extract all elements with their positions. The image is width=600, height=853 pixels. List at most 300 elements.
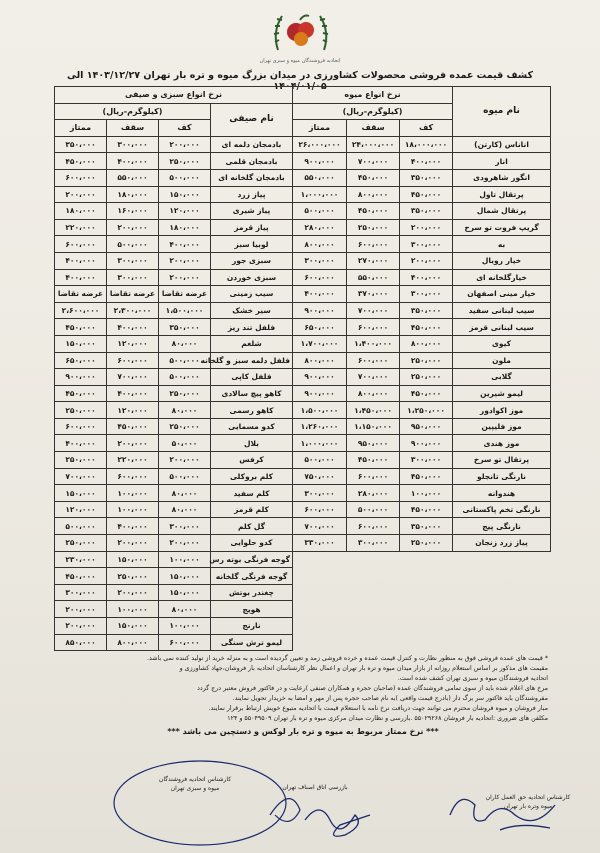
fruit-name-cell: ملون xyxy=(453,352,551,369)
fruit-name-cell: هندوانه xyxy=(453,485,551,502)
fruit-row xyxy=(293,468,551,485)
veg-ceiling-price-cell: ۲۰۰،۰۰۰ xyxy=(107,435,159,452)
veg-premium-price-cell: ۲۲۰،۰۰۰ xyxy=(55,219,107,236)
fruit-row xyxy=(293,369,551,386)
veg-ceiling-price-cell: ۱۸۰،۰۰۰ xyxy=(107,186,159,203)
fruit-premium-price-cell: ۳۰۰،۰۰۰ xyxy=(293,252,347,269)
fruit-floor-price-cell: ۳۵۰،۰۰۰ xyxy=(400,302,453,319)
veg-name-cell: گوجه فرنگی گلخانه xyxy=(211,568,293,585)
veg-premium-price-cell: ۸۵۰،۰۰۰ xyxy=(55,634,107,651)
fruit-ceiling-price-cell: ۶۰۰،۰۰۰ xyxy=(347,236,400,253)
veg-name-cell: گل کلم xyxy=(211,518,293,535)
fruit-col-floor: کف xyxy=(400,120,453,137)
fruit-premium-price-cell: ۹۰۰،۰۰۰ xyxy=(293,153,347,170)
veg-premium-price-cell: ۲۰۰،۰۰۰ xyxy=(55,601,107,618)
veg-row xyxy=(55,252,293,269)
note-line: مبار فروشان و میوه فروشان محترم می توانند جهت دریافت نرخ نامه با استعلام قیمت با اتحادیه متبوع خویش ارتباط برقرار نمایند. xyxy=(208,705,548,712)
veg-row xyxy=(55,584,293,601)
fruit-floor-price-cell: ۳۰۰،۰۰۰ xyxy=(400,236,453,253)
veg-premium-price-cell: عرضه تقاضا xyxy=(55,286,107,303)
veg-floor-price-cell: ۱۰۰،۰۰۰ xyxy=(159,551,211,568)
veg-ceiling-price-cell: ۱۲۰،۰۰۰ xyxy=(107,402,159,419)
veg-ceiling-price-cell: ۳۰۰،۰۰۰ xyxy=(107,269,159,286)
fruit-row xyxy=(293,418,551,435)
note-line: * قیمت های عمده فروشی فوق به منظور نظارت و کنترل قیمت عمده و خرده فروشی زمد و تعیین گردیده است و به منزله خرید از تولید کننده نمی باشد. xyxy=(147,655,548,662)
veg-ceiling-price-cell: ۳۰۰،۰۰۰ xyxy=(107,136,159,153)
fruit-premium-price-cell: ۴۰۰،۰۰۰ xyxy=(293,286,347,303)
fruit-name-cell: پرتقال تاول xyxy=(453,186,551,203)
veg-name-cell: سیر خشک xyxy=(211,302,293,319)
fruit-name-cell: انار xyxy=(453,153,551,170)
fruit-ceiling-price-cell: ۶۰۰،۰۰۰ xyxy=(347,352,400,369)
fruit-name-cell: نارنگی پیج xyxy=(453,518,551,535)
fruit-premium-price-cell: ۳۳۰،۰۰۰ xyxy=(293,535,347,552)
veg-row xyxy=(55,535,293,552)
notes-section xyxy=(58,654,548,737)
fruit-col-premium: ممتاز xyxy=(293,120,347,137)
fruit-name-cell: لیمو شیرین xyxy=(453,385,551,402)
veg-premium-price-cell: ۱۵۰،۰۰۰ xyxy=(55,485,107,502)
veg-premium-price-cell: ۲۳۰،۰۰۰ xyxy=(55,551,107,568)
veg-floor-price-cell: ۲۰۰،۰۰۰ xyxy=(159,452,211,469)
veg-row xyxy=(55,468,293,485)
fruit-premium-price-cell: ۶۰۰،۰۰۰ xyxy=(293,501,347,518)
fruit-name-cell: خیار رویال xyxy=(453,252,551,269)
veg-ceiling-price-cell: ۲۰۰،۰۰۰ xyxy=(107,535,159,552)
veg-floor-price-cell: ۳۵۰،۰۰۰ xyxy=(159,319,211,336)
fruit-premium-price-cell: ۳۰۰،۰۰۰ xyxy=(293,485,347,502)
fruit-name-header: نام میوه xyxy=(453,87,551,137)
veg-floor-price-cell: ۲۰۰،۰۰۰ xyxy=(159,535,211,552)
veg-premium-price-cell: ۲،۶۰۰،۰۰۰ xyxy=(55,302,107,319)
fruit-ceiling-price-cell: ۵۵۰،۰۰۰ xyxy=(347,269,400,286)
fruit-floor-price-cell: ۴۵۰،۰۰۰ xyxy=(400,319,453,336)
veg-floor-price-cell: ۳۰۰،۰۰۰ xyxy=(159,518,211,535)
fruit-floor-price-cell: ۱۰۰،۰۰۰ xyxy=(400,485,453,502)
note-line: اتحادیه فروشندگان میوه و سبزی تهران کشف شده است. xyxy=(397,675,548,682)
veg-row xyxy=(55,501,293,518)
document-title: کشف قیمت عمده فروشی محصولات کشاورزی در میدان بزرگ میوه و تره بار تهران ۱۴۰۳/۱۲/۲۷ الی ۱۴۰۴/۰۱/۰۵ xyxy=(67,70,533,92)
fruit-premium-price-cell: ۵۰۰،۰۰۰ xyxy=(293,452,347,469)
fruit-row xyxy=(293,302,551,319)
veg-name-cell: پیاز زرد xyxy=(211,186,293,203)
veg-name-cell: کاهو پیچ سالادی xyxy=(211,385,293,402)
veg-name-cell: فلفل دلمه سبز و گلخانه xyxy=(211,352,293,369)
veg-row xyxy=(55,302,293,319)
veg-floor-price-cell: ۸۰،۰۰۰ xyxy=(159,601,211,618)
veg-ceiling-price-cell: ۳۰۰،۰۰۰ xyxy=(107,252,159,269)
veg-name-cell: فلفل کاپی xyxy=(211,369,293,386)
veg-ceiling-price-cell: ۷۰۰،۰۰۰ xyxy=(107,369,159,386)
veg-ceiling-price-cell: ۴۵۰،۰۰۰ xyxy=(107,418,159,435)
veg-floor-price-cell: ۲۰۰،۰۰۰ xyxy=(159,136,211,153)
veg-unit: (کیلوگرم-ریال) xyxy=(55,103,211,120)
fruit-floor-price-cell: ۳۵۰،۰۰۰ xyxy=(400,203,453,220)
veg-name-cell: لیمو ترش سنگی xyxy=(211,634,293,651)
fruit-name-cell: اناناس (کارتن) xyxy=(453,136,551,153)
fruit-floor-price-cell: ۴۵۰،۰۰۰ xyxy=(400,186,453,203)
fruit-name-cell: سیب لبنانی قرمز xyxy=(453,319,551,336)
fruit-ceiling-price-cell: ۷۰۰،۰۰۰ xyxy=(347,153,400,170)
fruit-floor-price-cell: ۲۵۰،۰۰۰ xyxy=(400,369,453,386)
veg-ceiling-price-cell: ۸۰۰،۰۰۰ xyxy=(107,634,159,651)
veg-row xyxy=(55,219,293,236)
veg-row xyxy=(55,186,293,203)
veg-row xyxy=(55,169,293,186)
fruit-price-table xyxy=(292,86,551,552)
fruit-floor-price-cell: ۲۰۰،۰۰۰ xyxy=(400,219,453,236)
veg-premium-price-cell: ۶۰۰،۰۰۰ xyxy=(55,418,107,435)
fruit-name-cell: پیاز زرد زنجان xyxy=(453,535,551,552)
veg-row xyxy=(55,385,293,402)
fruit-name-cell: به xyxy=(453,236,551,253)
fruit-row xyxy=(293,319,551,336)
veg-floor-price-cell: ۲۰۰،۰۰۰ xyxy=(159,252,211,269)
veg-ceiling-price-cell: ۶۰۰،۰۰۰ xyxy=(107,468,159,485)
fruit-premium-price-cell: ۵۵۰،۰۰۰ xyxy=(293,169,347,186)
veg-premium-price-cell: ۲۵۰،۰۰۰ xyxy=(55,452,107,469)
veg-premium-price-cell: ۱۸۰،۰۰۰ xyxy=(55,203,107,220)
fruit-premium-price-cell: ۶۰۰،۰۰۰ xyxy=(293,269,347,286)
fruit-floor-price-cell: ۹۵۰،۰۰۰ xyxy=(400,418,453,435)
veg-floor-price-cell: ۱۲۰،۰۰۰ xyxy=(159,203,211,220)
veg-ceiling-price-cell: ۴۰۰،۰۰۰ xyxy=(107,153,159,170)
fruit-name-cell: موز هندی xyxy=(453,435,551,452)
veg-name-cell: کلم بروکلی xyxy=(211,468,293,485)
veg-row xyxy=(55,236,293,253)
fruit-premium-price-cell: ۲۸۰،۰۰۰ xyxy=(293,219,347,236)
signature-right: کارشناس اتحادیه حق العمل کاران میوه وتره بار تهران xyxy=(485,794,571,810)
veg-ceiling-price-cell: ۴۰۰،۰۰۰ xyxy=(107,518,159,535)
fruit-floor-price-cell: ۱۸،۰۰۰،۰۰۰ xyxy=(400,136,453,153)
veg-ceiling-price-cell: ۲،۳۰۰،۰۰۰ xyxy=(107,302,159,319)
handwritten-signature-right-icon xyxy=(440,775,590,840)
fruit-row xyxy=(293,219,551,236)
veg-row xyxy=(55,369,293,386)
veg-ceiling-price-cell: عرضه تقاضا xyxy=(107,286,159,303)
fruit-row xyxy=(293,352,551,369)
veg-floor-price-cell: ۴۰۰،۰۰۰ xyxy=(159,236,211,253)
fruit-name-cell: موز فلیپین xyxy=(453,418,551,435)
veg-premium-price-cell: ۴۰۰،۰۰۰ xyxy=(55,269,107,286)
veg-name-cell: لوبیا سبز xyxy=(211,236,293,253)
veg-row xyxy=(55,452,293,469)
fruit-premium-price-cell: ۱،۰۰۰،۰۰۰ xyxy=(293,186,347,203)
fruit-floor-price-cell: ۳۰۰،۰۰۰ xyxy=(400,452,453,469)
veg-col-ceiling: سقف xyxy=(107,120,159,137)
fruit-ceiling-price-cell: ۶۰۰،۰۰۰ xyxy=(347,518,400,535)
fruit-floor-price-cell: ۴۰۰،۰۰۰ xyxy=(400,269,453,286)
veg-row xyxy=(55,402,293,419)
union-logo-icon xyxy=(270,6,332,56)
veg-ceiling-price-cell: ۱۰۰،۰۰۰ xyxy=(107,485,159,502)
veg-row xyxy=(55,153,293,170)
fruit-row xyxy=(293,402,551,419)
veg-section-title: نرخ انواع سبزی و صیفی xyxy=(55,87,293,104)
veg-row xyxy=(55,551,293,568)
fruit-name-cell: پرتقال تو سرخ xyxy=(453,452,551,469)
veg-ceiling-price-cell: ۱۰۰،۰۰۰ xyxy=(107,501,159,518)
fruit-row xyxy=(293,435,551,452)
veg-premium-price-cell: ۶۵۰،۰۰۰ xyxy=(55,352,107,369)
fruit-ceiling-price-cell: ۴۵۰،۰۰۰ xyxy=(347,169,400,186)
veg-row xyxy=(55,335,293,352)
veg-name-cell: بادمجان قلمی xyxy=(211,153,293,170)
fruit-row xyxy=(293,186,551,203)
veg-name-cell: فلفل تند ریز xyxy=(211,319,293,336)
veg-premium-price-cell: ۱۲۰،۰۰۰ xyxy=(55,501,107,518)
fruit-name-cell: خیار مینی اصفهان xyxy=(453,286,551,303)
veg-name-cell: شلغم xyxy=(211,335,293,352)
veg-ceiling-price-cell: ۲۵۰،۰۰۰ xyxy=(107,568,159,585)
fruit-ceiling-price-cell: ۷۰۰،۰۰۰ xyxy=(347,369,400,386)
fruit-ceiling-price-cell: ۲۵۰،۰۰۰ xyxy=(347,219,400,236)
veg-floor-price-cell: ۲۵۰،۰۰۰ xyxy=(159,385,211,402)
fruit-row xyxy=(293,203,551,220)
fruit-name-cell: نارنگی تانجلو xyxy=(453,468,551,485)
fruit-ceiling-price-cell: ۷۰۰،۰۰۰ xyxy=(347,302,400,319)
note-line: مکلفن های ضروری :اتحادیه بار فروشان ۵۵۰۲۹۲۶۸ .بازرسی و نظارت میدان مرکزی میوه و تره بار تهران ۵۵۰۴۹۵۰۹ و ۱۲۴ xyxy=(227,715,548,722)
veg-row xyxy=(55,435,293,452)
fruit-ceiling-price-cell: ۲۴،۰۰۰،۰۰۰ xyxy=(347,136,400,153)
veg-row xyxy=(55,352,293,369)
fruit-premium-price-cell: ۹۰۰،۰۰۰ xyxy=(293,385,347,402)
veg-premium-price-cell: ۷۰۰،۰۰۰ xyxy=(55,468,107,485)
signature-middle: بازرسی اتاق اصناف تهران xyxy=(282,784,348,791)
veg-ceiling-price-cell: ۱۲۰،۰۰۰ xyxy=(107,335,159,352)
fruit-name-cell: سیب لبنانی سفید xyxy=(453,302,551,319)
veg-name-cell: کرفس xyxy=(211,452,293,469)
veg-floor-price-cell: ۵۰۰،۰۰۰ xyxy=(159,352,211,369)
fruit-ceiling-price-cell: ۵۰۰،۰۰۰ xyxy=(347,501,400,518)
veg-row xyxy=(55,485,293,502)
veg-name-cell: کدو حلوایی xyxy=(211,535,293,552)
veg-premium-price-cell: ۲۵۰،۰۰۰ xyxy=(55,535,107,552)
veg-name-cell: نارنج xyxy=(211,618,293,635)
fruit-row xyxy=(293,236,551,253)
fruit-floor-price-cell: ۳۰۰،۰۰۰ xyxy=(400,286,453,303)
fruit-premium-price-cell: ۱،۲۶۰،۰۰۰ xyxy=(293,418,347,435)
fruit-ceiling-price-cell: ۴۵۰،۰۰۰ xyxy=(347,452,400,469)
fruit-row xyxy=(293,153,551,170)
veg-row xyxy=(55,634,293,651)
fruit-floor-price-cell: ۱،۲۵۰،۰۰۰ xyxy=(400,402,453,419)
veg-premium-price-cell: ۲۰۰،۰۰۰ xyxy=(55,186,107,203)
veg-floor-price-cell: ۲۵۰،۰۰۰ xyxy=(159,418,211,435)
veg-floor-price-cell: ۱،۵۰۰،۰۰۰ xyxy=(159,302,211,319)
veg-premium-price-cell: ۳۵۰،۰۰۰ xyxy=(55,136,107,153)
veg-floor-price-cell: ۵۰۰،۰۰۰ xyxy=(159,369,211,386)
fruit-row xyxy=(293,385,551,402)
fruit-name-cell: انگور شاهرودی xyxy=(453,169,551,186)
signature-left: کارشناس اتحادیه فروشندگان میوه و سبزی تهران xyxy=(158,776,232,792)
veg-name-cell: سبزی جور xyxy=(211,252,293,269)
fruit-row xyxy=(293,252,551,269)
fruit-name-cell: پرتقال شمال xyxy=(453,203,551,220)
veg-name-cell: بلال xyxy=(211,435,293,452)
veg-ceiling-price-cell: ۴۰۰،۰۰۰ xyxy=(107,385,159,402)
veg-premium-price-cell: ۴۵۰،۰۰۰ xyxy=(55,568,107,585)
veg-floor-price-cell: ۸۰،۰۰۰ xyxy=(159,485,211,502)
note-line: مرخ های اعلام شده باید از سوی تمامی فروشندگان عمده (صاحبان حجره و همکاران صنفی )رعایت و در فاکتور فروش معتبر درج گردد xyxy=(197,685,548,692)
veg-row xyxy=(55,568,293,585)
veg-name-cell: هویج xyxy=(211,601,293,618)
note-line: مقیمت های مذکور بر اساس استعلام روزانه از بازار میدان میوه و تره بار تهران و اعمال نظر کارشناسان اتحادیه بار فروشان،جهاد کشاورزی و xyxy=(179,665,548,672)
veg-ceiling-price-cell: ۵۰۰،۰۰۰ xyxy=(107,236,159,253)
fruit-floor-price-cell: ۲۵۰،۰۰۰ xyxy=(400,535,453,552)
veg-ceiling-price-cell: ۱۰۰،۰۰۰ xyxy=(107,601,159,618)
veg-premium-price-cell: ۲۰۰،۰۰۰ xyxy=(55,618,107,635)
fruit-ceiling-price-cell: ۸۰۰،۰۰۰ xyxy=(347,186,400,203)
fruit-row xyxy=(293,286,551,303)
fruit-floor-price-cell: ۳۵۰،۰۰۰ xyxy=(400,518,453,535)
fruit-premium-price-cell: ۶۵۰،۰۰۰ xyxy=(293,319,347,336)
veg-name-cell: بادمجان دلمه ای xyxy=(211,136,293,153)
fruit-row xyxy=(293,501,551,518)
fruit-ceiling-price-cell: ۶۰۰،۰۰۰ xyxy=(347,319,400,336)
veg-premium-price-cell: ۶۰۰،۰۰۰ xyxy=(55,169,107,186)
fruit-premium-price-cell: ۱،۷۰۰،۰۰۰ xyxy=(293,335,347,352)
fruit-row xyxy=(293,485,551,502)
fruit-floor-price-cell: ۴۰۰،۰۰۰ xyxy=(400,153,453,170)
fruit-row xyxy=(293,169,551,186)
veg-name-header: نام صیفی xyxy=(211,103,293,136)
veg-ceiling-price-cell: ۲۰۰،۰۰۰ xyxy=(107,219,159,236)
fruit-ceiling-price-cell: ۳۰۰،۰۰۰ xyxy=(347,535,400,552)
logo-caption: اتحادیه فروشندگان میوه و سبزی تهران xyxy=(259,58,341,64)
premium-notice: *** نرخ ممتاز مربوط به میوه و تره بار لوکس و دستچین می باشد *** xyxy=(167,727,439,736)
veg-row xyxy=(55,136,293,153)
fruit-floor-price-cell: ۴۵۰،۰۰۰ xyxy=(400,385,453,402)
veg-ceiling-price-cell: ۱۵۰،۰۰۰ xyxy=(107,618,159,635)
fruit-name-cell: موز اکوادور xyxy=(453,402,551,419)
veg-floor-price-cell: ۱۸۰،۰۰۰ xyxy=(159,219,211,236)
fruit-col-ceiling: سقف xyxy=(347,120,400,137)
fruit-floor-price-cell: ۲۰۰،۰۰۰ xyxy=(400,252,453,269)
fruit-premium-price-cell: ۹۰۰،۰۰۰ xyxy=(293,302,347,319)
veg-name-cell: چغندر بوتش xyxy=(211,584,293,601)
veg-floor-price-cell: ۸۰،۰۰۰ xyxy=(159,335,211,352)
fruit-row xyxy=(293,452,551,469)
fruit-premium-price-cell: ۱،۵۰۰،۰۰۰ xyxy=(293,402,347,419)
veg-col-premium: ممتاز xyxy=(55,120,107,137)
veg-premium-price-cell: ۹۰۰،۰۰۰ xyxy=(55,369,107,386)
stamp-signature-left-icon xyxy=(110,755,310,850)
veg-ceiling-price-cell: ۴۰۰،۰۰۰ xyxy=(107,319,159,336)
veg-name-cell: گوجه فرنگی بوته رس xyxy=(211,551,293,568)
veg-floor-price-cell: ۵۰۰،۰۰۰ xyxy=(159,468,211,485)
fruit-floor-price-cell: ۲۵۰،۰۰۰ xyxy=(400,352,453,369)
fruit-ceiling-price-cell: ۱،۴۰۰،۰۰۰ xyxy=(347,335,400,352)
veg-floor-price-cell: ۵۰۰،۰۰۰ xyxy=(159,169,211,186)
veg-name-cell: کلم سفید xyxy=(211,485,293,502)
fruit-ceiling-price-cell: ۸۰۰،۰۰۰ xyxy=(347,385,400,402)
veg-floor-price-cell: ۸۰،۰۰۰ xyxy=(159,501,211,518)
fruit-premium-price-cell: ۸۰۰،۰۰۰ xyxy=(293,352,347,369)
fruit-floor-price-cell: ۹۰۰،۰۰۰ xyxy=(400,435,453,452)
veg-ceiling-price-cell: ۲۲۰،۰۰۰ xyxy=(107,452,159,469)
veg-floor-price-cell: ۶۰۰،۰۰۰ xyxy=(159,634,211,651)
fruit-ceiling-price-cell: ۶۰۰،۰۰۰ xyxy=(347,468,400,485)
veg-premium-price-cell: ۴۵۰،۰۰۰ xyxy=(55,319,107,336)
veg-name-cell: کلم قرمز xyxy=(211,501,293,518)
fruit-ceiling-price-cell: ۹۵۰،۰۰۰ xyxy=(347,435,400,452)
veg-floor-price-cell: عرضه تقاضا xyxy=(159,286,211,303)
veg-row xyxy=(55,418,293,435)
veg-floor-price-cell: ۱۰۰،۰۰۰ xyxy=(159,618,211,635)
fruit-premium-price-cell: ۱،۰۰۰،۰۰۰ xyxy=(293,435,347,452)
fruit-premium-price-cell: ۲۶،۰۰۰،۰۰۰ xyxy=(293,136,347,153)
fruit-floor-price-cell: ۸۰۰،۰۰۰ xyxy=(400,335,453,352)
fruit-row xyxy=(293,269,551,286)
veg-name-cell: کدو مسمایی xyxy=(211,418,293,435)
veg-name-cell: پیاز قرمز xyxy=(211,219,293,236)
veg-name-cell: پیاز شیری xyxy=(211,203,293,220)
veg-premium-price-cell: ۴۵۰،۰۰۰ xyxy=(55,153,107,170)
fruit-section-title: نرخ انواع میوه xyxy=(293,87,453,104)
fruit-name-cell: گلابی xyxy=(453,369,551,386)
fruit-row xyxy=(293,518,551,535)
veg-premium-price-cell: ۳۰۰،۰۰۰ xyxy=(55,584,107,601)
fruit-ceiling-price-cell: ۱،۴۵۰،۰۰۰ xyxy=(347,402,400,419)
veg-floor-price-cell: ۲۵۰،۰۰۰ xyxy=(159,153,211,170)
fruit-ceiling-price-cell: ۲۸۰،۰۰۰ xyxy=(347,485,400,502)
veg-row xyxy=(55,286,293,303)
veg-row xyxy=(55,319,293,336)
veg-floor-price-cell: ۸۰،۰۰۰ xyxy=(159,402,211,419)
fruit-name-cell: گریپ فروت تو سرخ xyxy=(453,219,551,236)
veg-floor-price-cell: ۵۰،۰۰۰ xyxy=(159,435,211,452)
fruit-row xyxy=(293,535,551,552)
veg-name-cell: سیب زمینی xyxy=(211,286,293,303)
veg-ceiling-price-cell: ۱۶۰،۰۰۰ xyxy=(107,203,159,220)
veg-premium-price-cell: ۴۵۰،۰۰۰ xyxy=(55,385,107,402)
fruit-premium-price-cell: ۷۵۰،۰۰۰ xyxy=(293,468,347,485)
veg-row xyxy=(55,203,293,220)
fruit-row xyxy=(293,335,551,352)
veg-floor-price-cell: ۱۵۰،۰۰۰ xyxy=(159,568,211,585)
fruit-row xyxy=(293,136,551,153)
veg-ceiling-price-cell: ۶۰۰،۰۰۰ xyxy=(107,352,159,369)
fruit-name-cell: خیارگلخانه ای xyxy=(453,269,551,286)
fruit-premium-price-cell: ۸۰۰،۰۰۰ xyxy=(293,236,347,253)
fruit-floor-price-cell: ۴۵۰،۰۰۰ xyxy=(400,468,453,485)
veg-premium-price-cell: ۲۵۰،۰۰۰ xyxy=(55,402,107,419)
handwritten-signature-middle-icon xyxy=(300,795,390,845)
fruit-unit: (کیلوگرم-ریال) xyxy=(293,103,453,120)
veg-row xyxy=(55,269,293,286)
fruit-ceiling-price-cell: ۲۷۰،۰۰۰ xyxy=(347,252,400,269)
veg-floor-price-cell: ۲۰۰،۰۰۰ xyxy=(159,269,211,286)
fruit-ceiling-price-cell: ۱،۱۵۰،۰۰۰ xyxy=(347,418,400,435)
veg-ceiling-price-cell: ۱۵۰،۰۰۰ xyxy=(107,551,159,568)
veg-name-cell: سبزی خوردن xyxy=(211,269,293,286)
fruit-name-cell: نارنگی تخم پاکستانی xyxy=(453,501,551,518)
fruit-name-cell: کیوی xyxy=(453,335,551,352)
fruit-ceiling-price-cell: ۴۵۰،۰۰۰ xyxy=(347,203,400,220)
fruit-ceiling-price-cell: ۳۷۰،۰۰۰ xyxy=(347,286,400,303)
fruit-premium-price-cell: ۵۰۰،۰۰۰ xyxy=(293,203,347,220)
veg-premium-price-cell: ۴۰۰،۰۰۰ xyxy=(55,252,107,269)
veg-floor-price-cell: ۱۵۰،۰۰۰ xyxy=(159,584,211,601)
veg-ceiling-price-cell: ۲۰۰،۰۰۰ xyxy=(107,584,159,601)
veg-col-floor: کف xyxy=(159,120,211,137)
veg-row xyxy=(55,601,293,618)
veg-ceiling-price-cell: ۵۵۰،۰۰۰ xyxy=(107,169,159,186)
veg-premium-price-cell: ۶۰۰،۰۰۰ xyxy=(55,236,107,253)
fruit-floor-price-cell: ۴۵۰،۰۰۰ xyxy=(400,501,453,518)
veg-name-cell: بادمجان گلخانه ای xyxy=(211,169,293,186)
